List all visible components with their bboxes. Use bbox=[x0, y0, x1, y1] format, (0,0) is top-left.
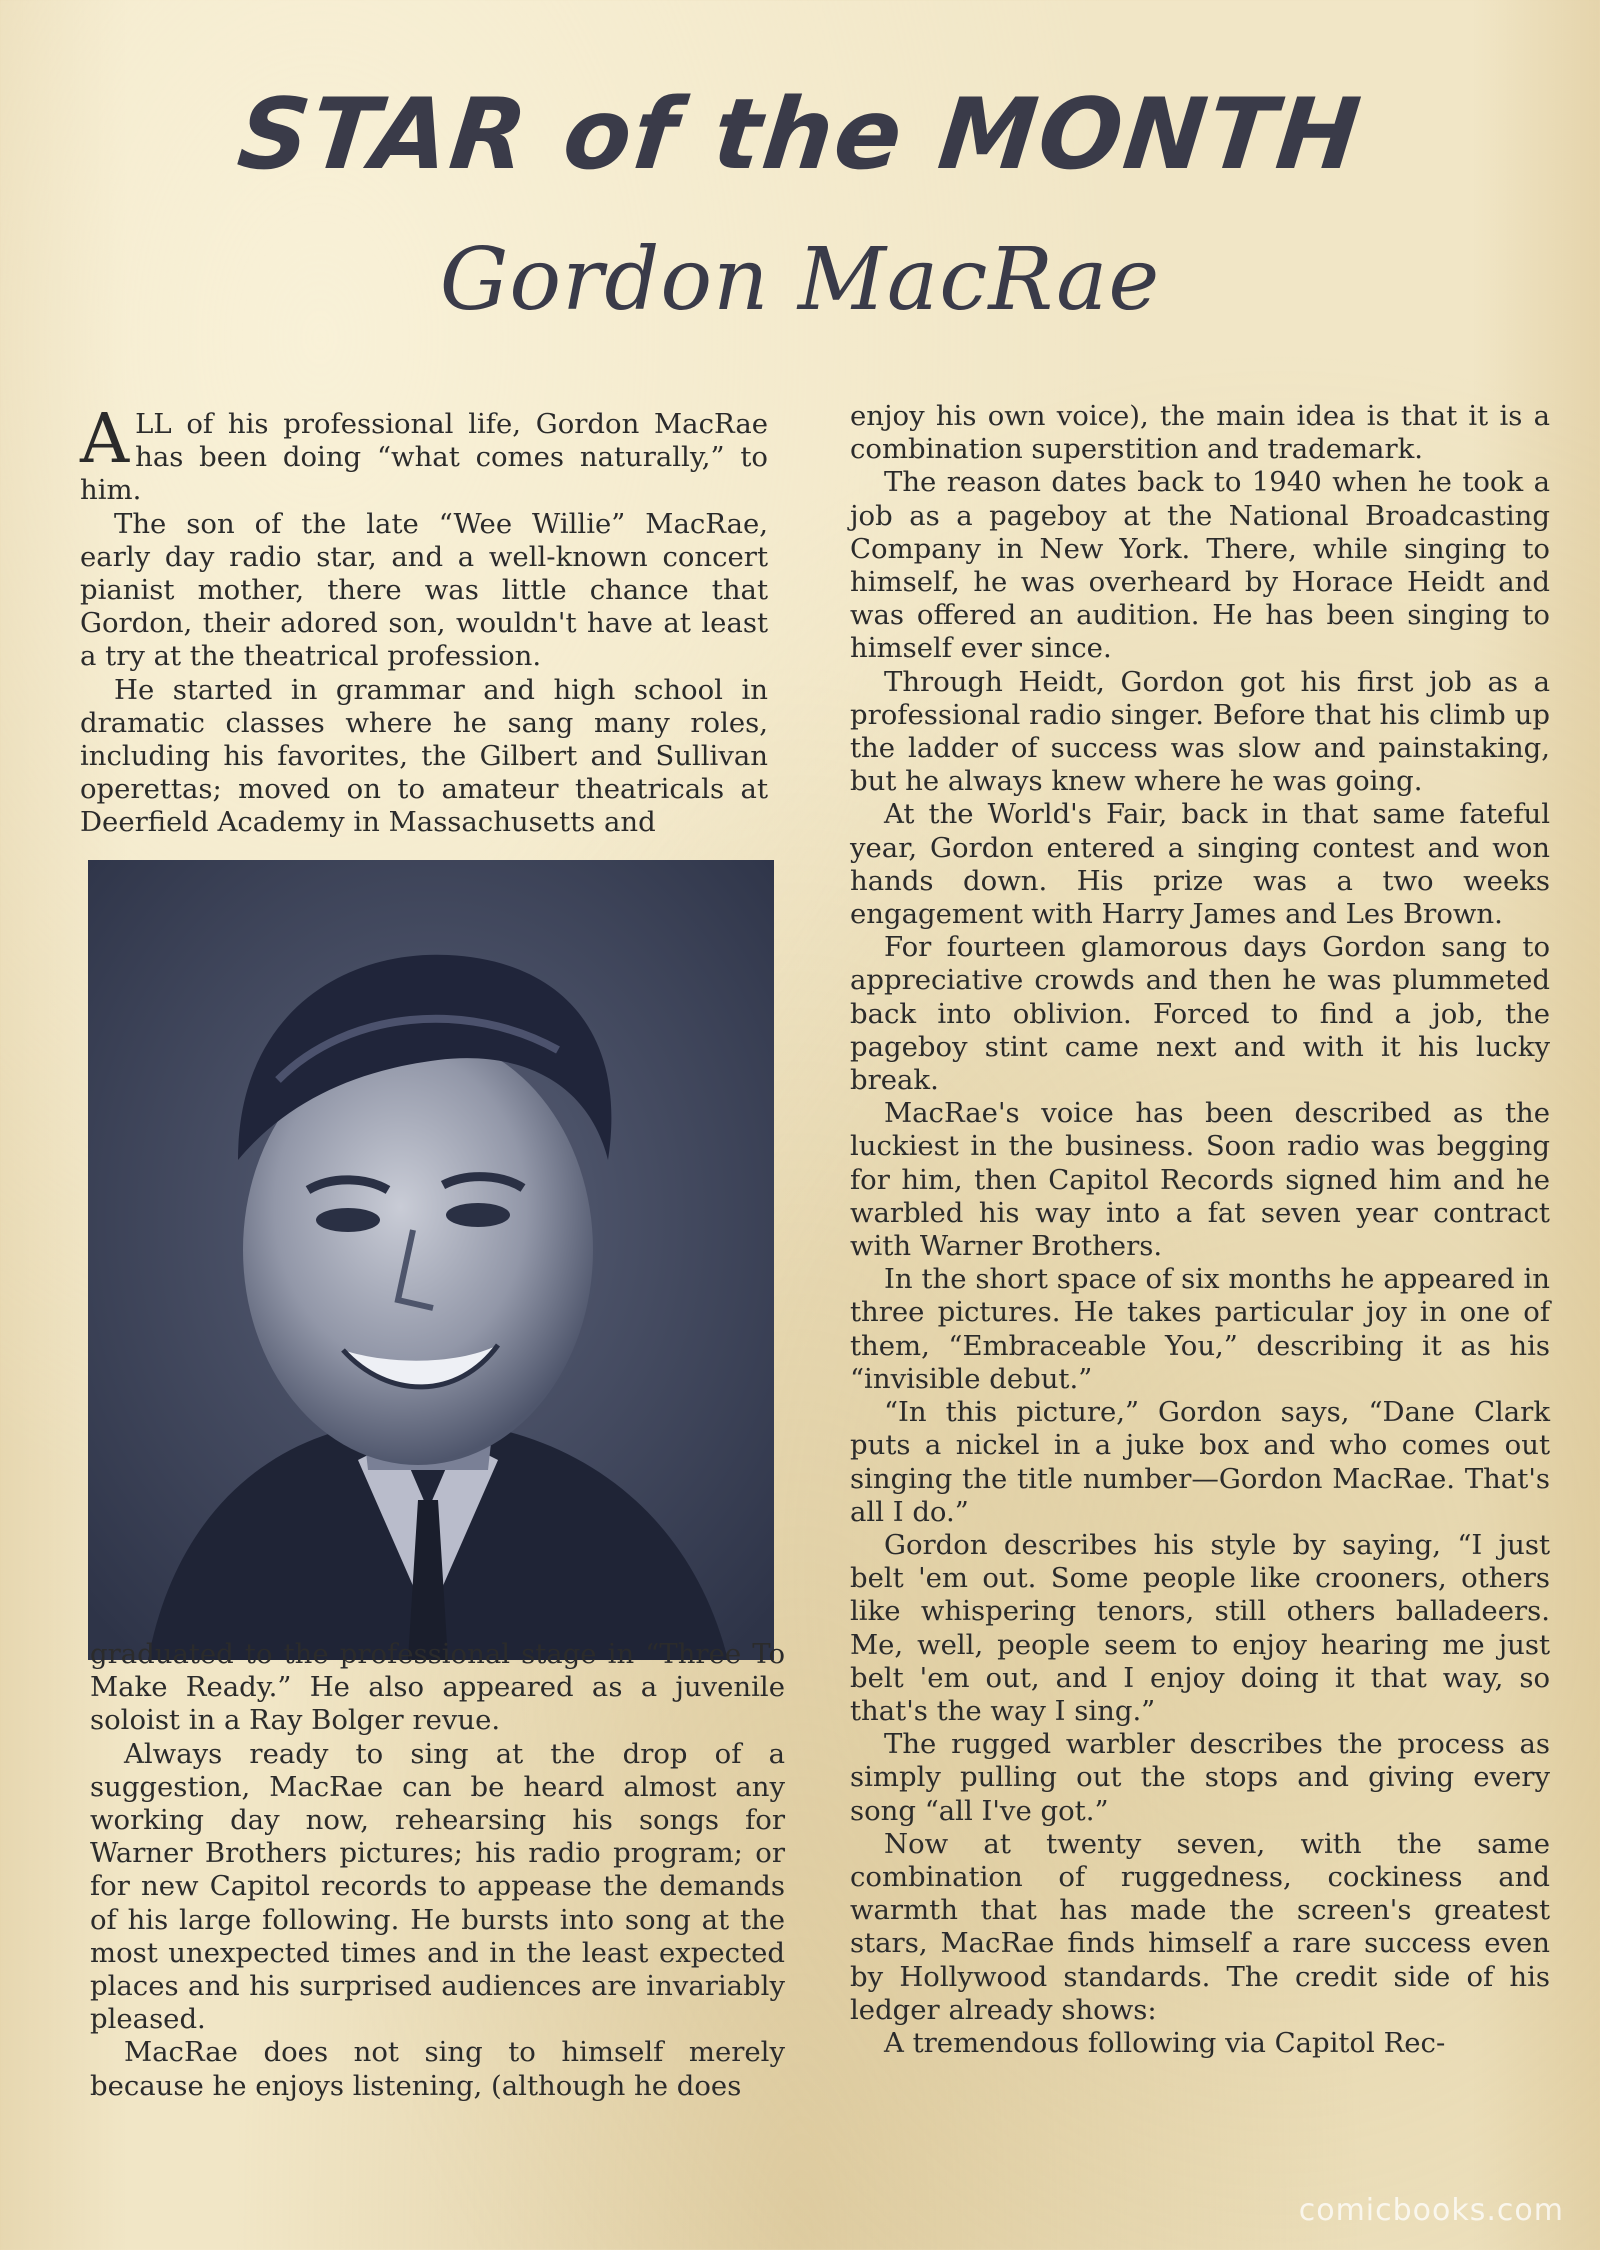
left-column-top bbox=[80, 400, 768, 840]
paragraph: Through Heidt, Gordon got his first job as a professional radio singer. Before that his climb up the ladder of success was slow and painstaking, but he always knew where he was going. bbox=[850, 665, 1550, 798]
paragraph: He started in grammar and high school in dramatic classes where he sang many roles, including his favorites, the Gilbert and Sullivan operettas; moved on to amateur theatricals at Deerfield Academy in Massachusetts and bbox=[80, 673, 768, 839]
paragraph: Gordon describes his style by saying, “I just belt 'em out. Some people like crooners, others like whispering tenors, still others balladeers. Me, well, people seem to enjoy hearing me just belt 'em out, and I enjoy doing it that way, so that's the way I sing.” bbox=[850, 1528, 1550, 1727]
drop-cap: A bbox=[80, 400, 130, 479]
page-title: STAR of the MONTH bbox=[232, 78, 1368, 192]
portrait-photo bbox=[88, 860, 774, 1660]
portrait-image bbox=[88, 860, 774, 1660]
site-watermark: comicbooks.com bbox=[1298, 2193, 1564, 2228]
paragraph: Now at twenty seven, with the same combination of ruggedness, cockiness and warmth that has made the screen's greatest stars, MacRae finds himself a rare success even by Hollywood standards. The credit side of his ledger already shows: bbox=[850, 1827, 1550, 2026]
paragraph: MacRae's voice has been described as the luckiest in the business. Soon radio was begging for him, then Capitol Records signed him and he warbled his way into a fat seven year contract with Warner Brothers. bbox=[850, 1097, 1550, 1263]
paragraph: “In this picture,” Gordon says, “Dane Clark puts a nickel in a juke box and who comes out singing the title number—Gordon MacRae. That's all I do.” bbox=[850, 1396, 1550, 1528]
paragraph: MacRae does not sing to himself merely because he enjoys listening, (although he does bbox=[90, 2036, 785, 2102]
paragraph: A tremendous following via Capitol Rec- bbox=[884, 2026, 1446, 2059]
paragraph: ALL of his professional life, Gordon MacRae has been doing “what comes naturally,” to him. bbox=[80, 400, 768, 507]
paragraph: The rugged warbler describes the process as simply pulling out the stops and giving every song “all I've got.” bbox=[850, 1728, 1550, 1827]
left-column-bottom bbox=[90, 1638, 785, 2103]
page-subtitle: Gordon MacRae bbox=[439, 230, 1161, 330]
paragraph: The son of the late “Wee Willie” MacRae, early day radio star, and a well-known concert pianist mother, there was little chance that Gordon, their adored son, wouldn't have at least a try at the theatrical profession. bbox=[80, 507, 768, 673]
paragraph: The reason dates back to 1940 when he took a job as a pageboy at the National Broadcasting Company in New York. There, while singing to himself, he was overheard by Horace Heidt and was offered an audition. He has been singing to himself ever since. bbox=[850, 466, 1550, 665]
paragraph: Always ready to sing at the drop of a suggestion, MacRae can be heard almost any working day now, rehearsing his songs for Warner Brothers pictures; his radio program; or for new Capitol records to appease the demands of his large following. He bursts into song at the most unexpected times and in the least expected places and his surprised audiences are invariably pleased. bbox=[90, 1737, 785, 2036]
paragraph: At the World's Fair, back in that same fateful year, Gordon entered a singing contest and won hands down. His prize was a two weeks engagement with Harry James and Les Brown. bbox=[850, 798, 1550, 931]
paragraph: In the short space of six months he appeared in three pictures. He takes particular joy in one of them, “Embraceable You,” describing it as his “invisible debut.” bbox=[850, 1263, 1550, 1395]
paragraph: enjoy his own voice), the main idea is that it is a combination superstition and trademark. bbox=[850, 400, 1550, 466]
paragraph: graduated to the professional stage in “Three To Make Ready.” He also appeared as a juvenile soloist in a Ray Bolger revue. bbox=[90, 1638, 785, 1737]
paragraph: For fourteen glamorous days Gordon sang to appreciative crowds and then he was plummeted back into oblivion. Forced to find a job, the pageboy stint came next and with it his lucky break. bbox=[850, 931, 1550, 1097]
right-column bbox=[850, 400, 1550, 2060]
